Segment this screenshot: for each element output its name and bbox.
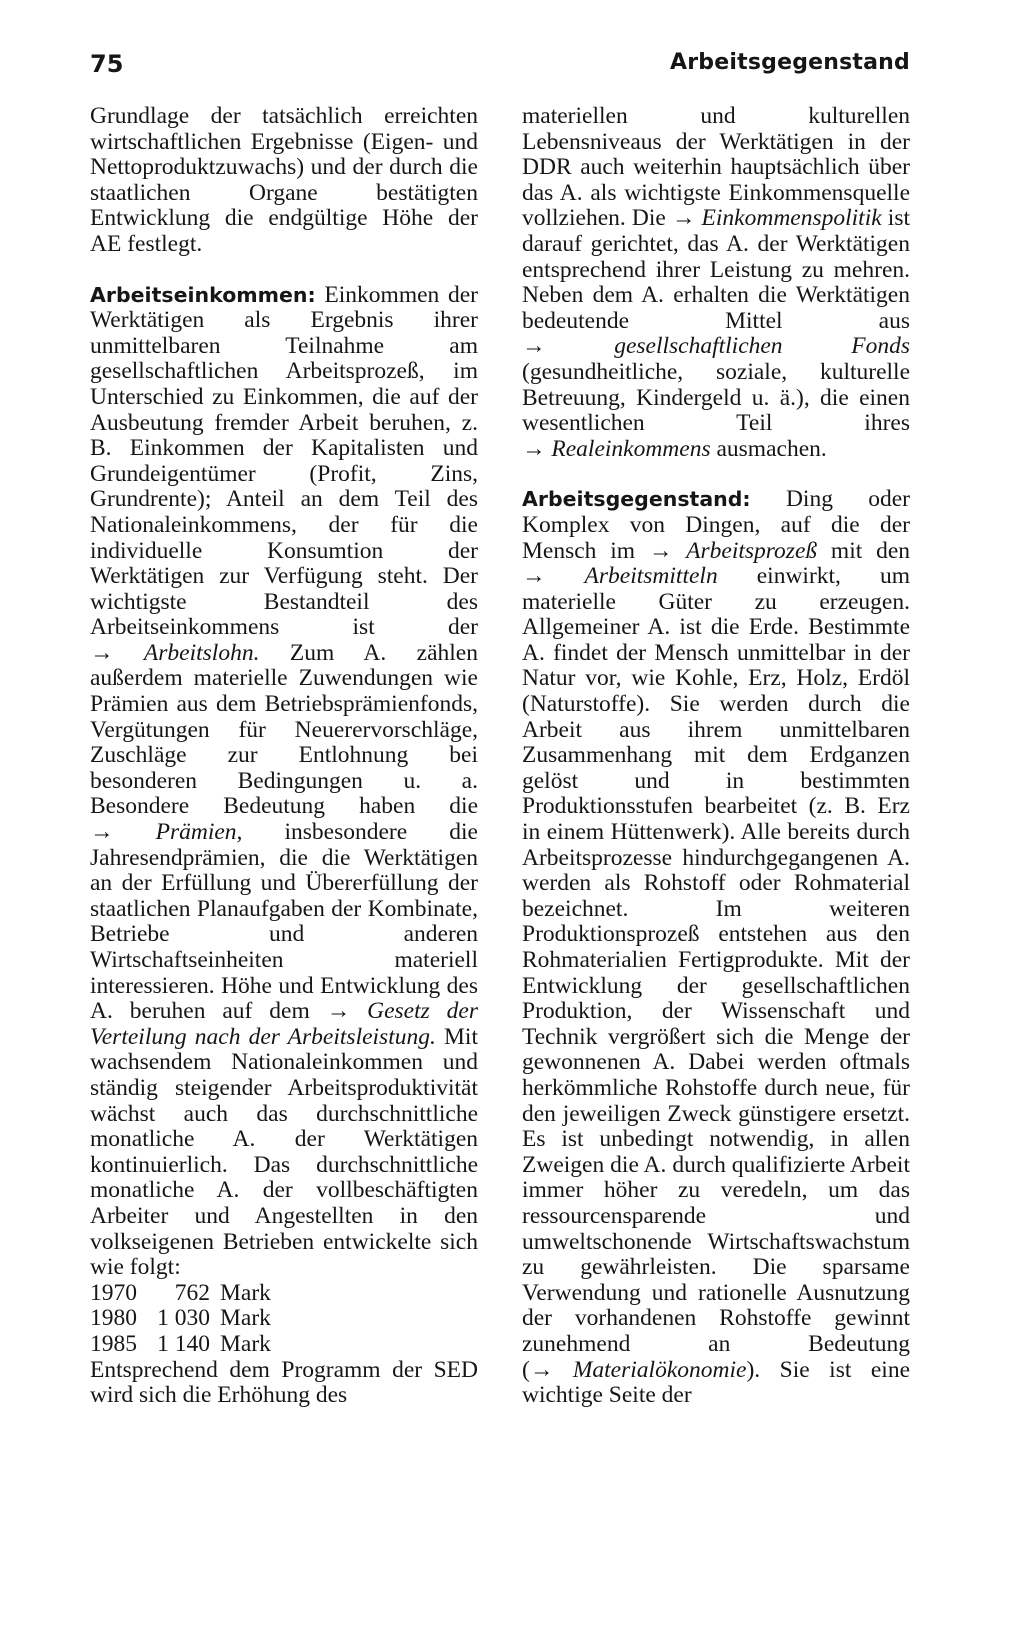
cross-reference-arrow: → xyxy=(326,998,351,1025)
table-unit: Mark xyxy=(220,1330,271,1357)
table-value: 762 xyxy=(174,1279,210,1306)
cross-reference: Gesetz der Verteilung nach der Arbeitsleistung. xyxy=(90,998,479,1050)
page-number: 75 xyxy=(90,50,124,78)
right-column xyxy=(522,104,910,1409)
cross-reference-arrow: → xyxy=(522,333,546,360)
entry-text: mit den xyxy=(817,537,910,564)
table-year: 1970 xyxy=(90,1279,137,1306)
cross-reference-arrow: → xyxy=(522,563,546,590)
entry-text: (gesundheitliche, soziale, kulturelle Betreuung, Kindergeld u. ä.), die einen wesentlichen Teil ihres xyxy=(522,358,910,437)
entry-text: Ding oder Komplex von Dingen, auf die der Mensch im xyxy=(522,486,910,564)
entry-arbeitsgegenstand xyxy=(522,487,910,1408)
cross-reference-arrow: → xyxy=(522,435,546,462)
cross-reference: gesellschaftlichen Fonds xyxy=(614,333,910,360)
left-column xyxy=(90,104,478,1409)
page-header xyxy=(88,50,910,84)
cross-reference: Arbeitslohn. xyxy=(143,639,260,666)
table-year: 1985 xyxy=(90,1330,137,1357)
entry-term: Arbeitseinkommen: xyxy=(90,282,316,307)
entry-text: Zum A. zählen außerdem materielle Zuwendungen wie Prämien aus dem Betriebsprämienfonds, Vergütungen für Neuerervorschläge, Zuschläge zur Entlohnung bei besonderen Bedingungen u. a. Besondere Bedeutung haben die xyxy=(90,639,478,820)
cross-reference-arrow: → xyxy=(90,819,114,846)
cross-reference: Prämien, xyxy=(155,819,243,846)
cross-reference: Materialökonomie xyxy=(572,1356,747,1383)
running-head: Arbeitsgegenstand xyxy=(670,50,910,75)
continued-paragraph: Grundlage der tatsächlich erreichten wirtschaftlichen Ergebnisse (Eigen- und Nettoproduktzuwachs) und der durch die staatlichen Organe bestätigten Entwicklung die endgültige Höhe der AE festlegt. xyxy=(90,103,478,257)
continued-paragraph xyxy=(522,104,910,462)
income-table xyxy=(90,1281,478,1358)
entry-text: Einkommen der Werktätigen als Ergebnis ihrer unmittelbaren Teilnahme am gesellschaftlichen Arbeitsprozeß, im Unterschied zu Einkommen, die auf der Ausbeutung fremder Arbeit beruhen, z. B. Einkommen der Kapitalisten und Grundeigentümer (Profit, Zins, Grundrente); Anteil an dem Teil des Nationaleinkommens, der für die individuelle Konsumtion der Werktätigen zur Verfügung steht. Der wichtigste Bestandteil des Arbeitseinkommens ist der xyxy=(90,281,478,641)
entry-text: ). Sie ist eine wichtige Seite der xyxy=(522,1356,910,1409)
cross-reference: Einkommenspolitik xyxy=(701,205,882,232)
entry-text: Mit wachsendem Nationaleinkommen und ständig steigender Arbeitsproduktivität wächst auch das durchschnittliche monatliche A. der Werktätigen kontinuierlich. Das durchschnittliche monatliche A. der vollbeschäftigten Arbeiter und Angestellten in den volkseigenen Betrieben entwickelte sich wie folgt: xyxy=(90,1023,478,1281)
cross-reference: Arbeitsprozeß xyxy=(686,537,818,564)
closing-paragraph: Entsprechend dem Programm der SED wird sich die Erhöhung des xyxy=(90,1356,478,1409)
entry-text: ist darauf gerichtet, das A. der Werktätigen entsprechend ihrer Leistung zu mehren. Neben dem A. erhalten die Werktätigen bedeutende Mittel aus xyxy=(522,205,911,334)
entry-text: materiellen und kulturellen Lebensniveaus der Werktätigen in der DDR auch weiterhin hauptsächlich über das A. als wichtigste Einkommensquelle vollziehen. Die xyxy=(522,103,910,232)
table-value: 1 030 xyxy=(157,1305,210,1332)
entry-arbeitseinkommen xyxy=(90,283,478,1281)
table-value: 1 140 xyxy=(157,1330,210,1357)
entry-text: einwirkt, um materielle Güter zu erzeugen. Allgemeiner A. ist die Erde. Bestimmte A. findet der Mensch unmittelbar in der Natur vor, wie Kohle, Erz, Holz, Erdöl (Naturstoffe). Sie werden durch die Arbeit aus ihrem unmittelbaren Zusammenhang mit dem Erdganzen gelöst und in bestimmten Produktionsstufen bearbeitet (z. B. Erz in einem Hüttenwerk). Alle bereits durch Arbeitsprozesse hindurchgegangenen A. werden als Rohstoff oder Rohmaterial bezeichnet. Im weiteren Produktionsprozeß entstehen aus den Rohmaterialien Fertigprodukte. Mit der Entwicklung der gesellschaftlichen Produktion, der Wissenschaft und Technik vergrößert sich die Menge der gewonnenen A. Dabei werden oftmals herkömmliche Rohstoffe durch neue, für den jeweiligen Zweck günstigere ersetzt. Es ist unbedingt notwendig, in allen Zweigen die A. durch qualifizierte Arbeit immer höher zu veredeln, um das ressourcensparende und umweltschonende Wirtschaftswachstum zu gewährleisten. Die sparsame Verwendung und rationelle Ausnutzung der vorhandenen Rohstoffe gewinnt zunehmend an Bedeutung ( xyxy=(522,563,911,1383)
table-unit: Mark xyxy=(220,1279,271,1306)
cross-reference-arrow: → xyxy=(90,639,114,666)
table-unit: Mark xyxy=(220,1305,271,1332)
entry-text: ausmachen. xyxy=(710,435,827,462)
cross-reference-arrow: → xyxy=(648,537,673,564)
cross-reference-arrow: → xyxy=(529,1356,554,1383)
table-year: 1980 xyxy=(90,1305,137,1332)
entry-term: Arbeitsgegenstand: xyxy=(522,487,751,512)
cross-reference: Realeinkommens xyxy=(551,435,711,462)
cross-reference-arrow: → xyxy=(671,205,696,232)
cross-reference: Arbeitsmitteln xyxy=(584,563,718,590)
entry-text: insbesondere die Jahresendprämien, die die Werktätigen an der Erfüllung und Übererfüllung der staatlichen Planaufgaben der Kombinate, Betriebe und anderen Wirtschaftseinheiten materiell interessieren. Höhe und Entwicklung des A. beruhen auf dem xyxy=(90,819,478,1025)
